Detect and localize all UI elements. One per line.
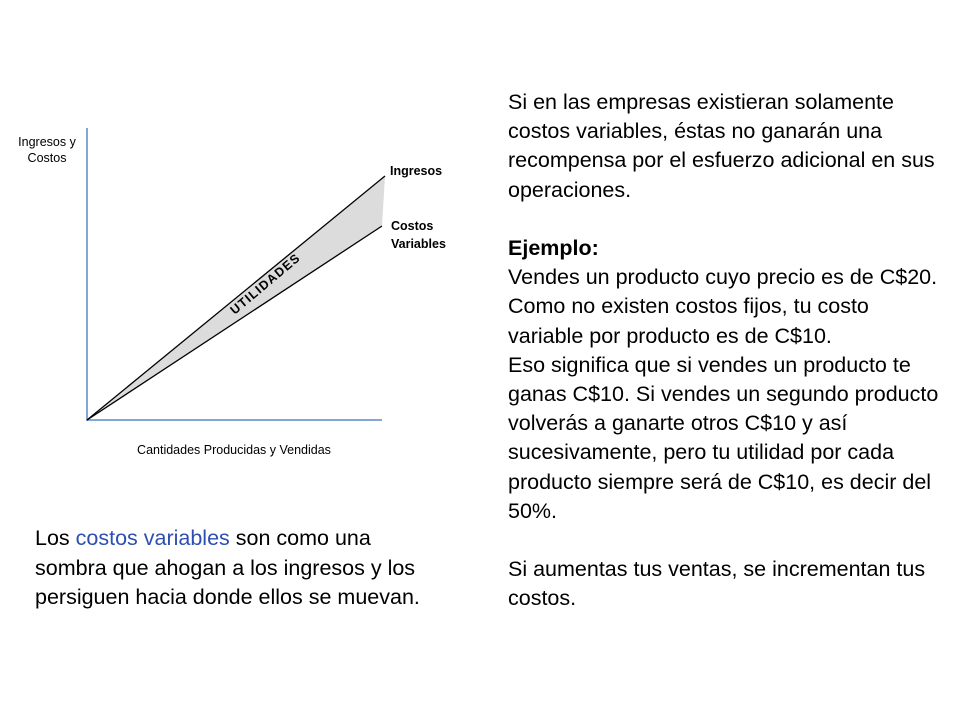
- ingresos-line: [87, 176, 385, 420]
- conclusion-paragraph: Si aumentas tus ventas, se incrementan tus costos.: [508, 557, 926, 611]
- example-heading: Ejemplo:: [508, 236, 599, 260]
- utilidades-label: UTILIDADES: [227, 250, 304, 318]
- paragraph-gap: [508, 526, 948, 555]
- costos-label-line1: Costos: [391, 219, 434, 233]
- example-line: Como no existen costos fijos, tu costo variable por producto es de C$10.: [508, 294, 869, 348]
- costos-variables-line: [87, 226, 382, 420]
- x-axis-label: Cantidades Producidas y Vendidas: [137, 443, 331, 457]
- example-line: Vendes un producto cuyo precio es de C$20.: [508, 265, 938, 290]
- cost-revenue-diagram: [0, 0, 470, 470]
- analogy-text-before: Los: [35, 526, 76, 550]
- y-axis-label-line2: Costos: [27, 151, 67, 165]
- example-line: Eso significa que si vendes un producto te ganas C$10. Si vendes un segundo producto volverás a ganarte otros C$10 y así sucesivamente, pero tu utilidad por cada producto siempre será de C$10, es decir del 50%.: [508, 352, 939, 523]
- analogy-text-after: son como una sombra que ahogan a los ingresos y los persiguen hacia donde ellos se muevan.: [35, 526, 420, 609]
- costos-label-line2: Variables: [391, 237, 446, 251]
- analogy-highlight: costos variables: [75, 526, 230, 550]
- y-axis-label-line1: Ingresos y: [18, 135, 76, 149]
- paragraph-gap: [508, 205, 948, 234]
- ingresos-label: Ingresos: [390, 164, 443, 178]
- explanation-block: [508, 88, 948, 614]
- intro-paragraph: Si en las empresas existieran solamente costos variables, éstas no ganarán una recompensa por el esfuerzo adicional en sus operaciones.: [508, 90, 935, 202]
- analogy-paragraph: [35, 524, 435, 613]
